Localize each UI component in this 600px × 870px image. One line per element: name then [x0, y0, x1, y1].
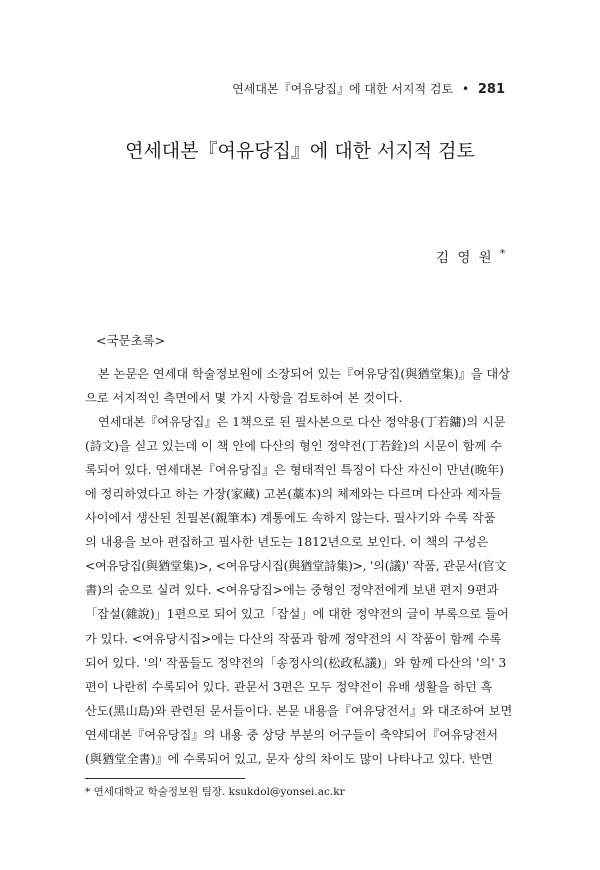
author-footnote-mark: *: [500, 248, 505, 260]
page-number: 281: [477, 82, 505, 97]
abstract-line: 연세대본『여유당집』의 내용 중 상당 부분의 어구들이 축약되어『여유당전서: [85, 727, 498, 742]
abstract-line: 산도(黑山島)와 관련된 문서들이다. 본문 내용을『여유당전서』와 대조하여 보면: [85, 703, 513, 718]
abstract-line: 사이에서 생산된 친필본(親筆本) 계통에도 속하지 않는다. 필사기와 수록 작품: [85, 511, 496, 526]
abstract-line: 되어 있다. '의' 작품들도 정약전의「송정사의(松政私議)」와 함께 다산의 '의' 3: [85, 655, 507, 670]
header-bullet: •: [461, 82, 470, 96]
abstract-line: 록되어 있다. 연세대본『여유당집』은 형태적인 특징이 다산 자신이 만년(晩年): [85, 463, 504, 478]
running-header: [232, 80, 505, 97]
footnote: * 연세대학교 학술정보원 팀장. ksukdol@yonsei.ac.kr: [85, 786, 345, 798]
abstract-line: 「잡설(雜說)」1편으로 되어 있고「잡설」에 대한 정약전의 글이 부록으로 들어: [85, 607, 509, 622]
author-name: 김 영 원: [435, 250, 494, 266]
abstract-line: 가 있다. <여유당시집>에는 다산의 작품과 함께 정약전의 시 작품이 함께 수록: [85, 631, 502, 646]
section-heading-abstract: <국문초록>: [96, 333, 166, 348]
abstract-line: 의 내용을 보아 편집하고 필사한 년도는 1812년으로 보인다. 이 책의 구성은: [85, 535, 489, 550]
abstract-line: <여유당집(與猶堂集)>, <여유당시집(與猶堂詩集)>, '의(議)' 작품, 관문서(官文: [85, 559, 507, 574]
running-title: 연세대본『여유당집』에 대한 서지적 검토: [232, 82, 454, 96]
abstract-line: (詩文)을 싣고 있는데 이 책 안에 다산의 형인 정약전(丁若銓)의 시문이 함께 수: [85, 439, 502, 454]
article-title: 연세대본『여유당집』에 대한 서지적 검토: [125, 140, 475, 162]
abstract-line: 연세대본『여유당집』은 1책으로 된 필사본으로 다산 정약용(丁若鏞)의 시문: [98, 415, 506, 430]
abstract-body: [85, 362, 513, 771]
abstract-line: 본 논문은 연세대 학술정보원에 소장되어 있는『여유당집(與猶堂集)』을 대상: [98, 367, 510, 381]
abstract-line: 편이 나란히 수록되어 있다. 관문서 3편은 모두 정약전이 유배 생활을 하던 흑: [85, 679, 493, 694]
author-line: [436, 246, 505, 266]
footnote-divider: [85, 778, 245, 779]
abstract-line: 에 정리하였다고 하는 가장(家藏) 고본(藁本)의 체제와는 다르며 다산과 제자들: [85, 487, 502, 502]
abstract-line: 으로 서지적인 측면에서 몇 가지 사항을 검토하여 본 것이다.: [85, 391, 403, 406]
abstract-line: 書)의 순으로 실려 있다. <여유당집>에는 중형인 정약전에게 보낸 편지 9편과: [85, 583, 499, 598]
abstract-line: (與猶堂全書)』에 수록되어 있고, 문자 상의 차이도 많이 나타나고 있다. 반면: [85, 751, 493, 766]
